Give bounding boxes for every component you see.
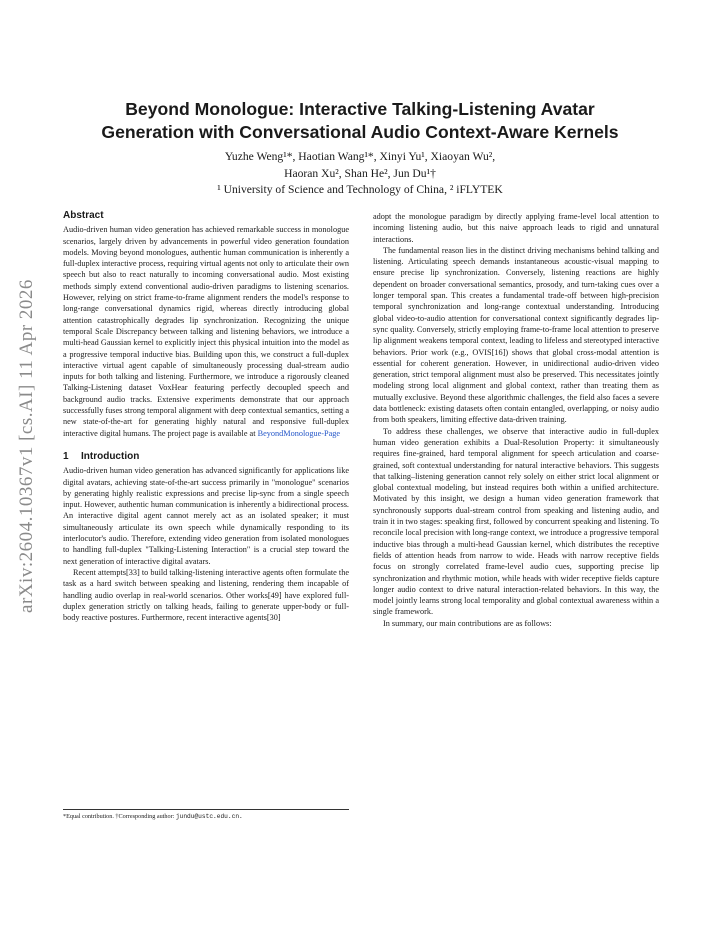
abstract-body: Audio-driven human video generation has achieved remarkable success in monologue scenarios, largely driven by advancements in powerful video generation foundation models. Moving beyond monologues, authentic human communication is inherently a full-duplex interactive process, requiring virtual agents not only to articulate their own speech but also to react naturally to incoming conversational audio. Most existing methods simply extend conventional audio-driven paradigms to listening scenarios. However, relying on strict frame-to-frame alignment renders the model's response to long-range conversational dynamics rigid, whereas directly introducing global attention catastrophically degrades lip synchronization. Recognizing the unique temporal Scale Discrepancy between talking and listening behaviors, we introduce a multi-head Gaussian kernel to explicitly inject this physical intuition into the model as a progressive temporal inductive bias. Building upon this, we construct a full-duplex interactive virtual agent capable of simultaneously processing dual-stream audio inputs for both talking and listening. Furthermore, we introduce a rigorously cleaned Talking-Listening dataset VoxHear featuring perfectly decoupled speech and background audio tracks. Extensive experiments demonstrate that our approach successfully fuses strong temporal alignment with deep contextual semantics, setting a new state-of-the-art for generating highly natural and responsive full-duplex interactive digital humans. The project page is available at bbox=[63, 225, 349, 438]
author-line-2: Haoran Xu², Shan He², Jun Du¹† bbox=[284, 166, 436, 180]
right-column bbox=[373, 211, 659, 629]
intro-paragraph-2: Recent attempts[33] to build talking-listening interactive agents often formulate the task as a hard switch between speaking and listening, rendering them incapable of handling audio overlap in real-world scenarios. Other works[49] have explored full-duplex generation strictly on talking heads, failing to generate upper-body or full-body reactive postures. Furthermore, recent interactive agents[30] bbox=[63, 567, 349, 623]
abstract-text bbox=[63, 224, 349, 439]
abstract-heading: Abstract bbox=[63, 210, 104, 221]
title-line-2: Generation with Conversational Audio Context-Aware Kernels bbox=[101, 122, 619, 142]
footnote bbox=[63, 809, 349, 821]
arxiv-identifier: arXiv:2604.10367v1 [cs.AI] 11 Apr 2026 bbox=[16, 279, 37, 613]
right-paragraph-3: In summary, our main contributions are as follows: bbox=[383, 618, 552, 628]
intro-paragraph-1: Audio-driven human video generation has advanced significantly for applications like digital avatars, achieving state-of-the-art success primarily in "monologue" scenarios by generating highly realistic expressions and precise lip-sync from a single speech input. However, authentic human communication is inherently a bidirectional process. An interactive digital agent cannot merely act as an isolated speaker; it must simultaneously articulate its own speech while dynamically responding to its interlocutor's audio. Therefore, extending video generation from isolated monologues to handling full-duplex "Talking-Listening Interaction" is a crucial step toward the next generation of interactive digital avatars. bbox=[63, 466, 349, 566]
affiliations: ¹ University of Science and Technology of China, ² iFLYTEK bbox=[217, 183, 503, 196]
footnote-text: *Equal contribution. †Corresponding author: bbox=[63, 813, 176, 820]
author-line-1: Yuzhe Weng¹*, Haotian Wang¹*, Xinyi Yu¹, Xiaoyan Wu², bbox=[224, 150, 496, 163]
paper-title bbox=[60, 98, 660, 144]
left-column bbox=[63, 210, 349, 623]
introduction-heading bbox=[63, 451, 349, 462]
section-title: Introduction bbox=[81, 450, 140, 462]
right-paragraph-2: To address these challenges, we observe that interactive audio in full-duplex human video generation exhibits a Dual-Resolution Property: it simultaneously requires fine-grained, hard temporal alignment for speech articulation and coarse-grained, soft contextual understanding for natural interactive behaviors. This suggests that talking–listening generation cannot rely solely on either strict local alignment or global contextual modeling, but instead requires both within a unified architecture. Motivated by this insight, we design a human video generation framework that synchronously supports dual-stream control from speaking and listening audio, and train it in two stages: speaking first, followed by concurrent speaking and listening. To reconcile local precision with long-range context, we introduce a progressive temporal inductive bias through a multi-head Gaussian kernel, which distributes the receptive fields of attention heads from narrow to wide. Heads with narrow receptive fields focus on strongly correlated frame-level audio cues, supporting precise lip synchronization and rhythmic motion, while heads with wider receptive fields capture longer audio context to drive natural interaction-related behaviors. In this way, the model jointly learns strong local temporality and global contextual awareness within a single framework. bbox=[373, 426, 659, 617]
corresponding-email: jundu@ustc.edu.cn. bbox=[175, 813, 243, 820]
right-paragraph-0: adopt the monologue paradigm by directly applying frame-level local attention to incoming listening audio, but this naive approach leads to rigid and unnatural interactions. bbox=[373, 212, 659, 244]
right-paragraph-1: The fundamental reason lies in the distinct driving mechanisms behind talking and listening. Articulating speech demands instantaneous acoustic-visual mapping to ensure precise lip synchronization. Conversely, listening reactions are highly dependent on broader conversational semantics, prosody, and turn-taking cues over a longer temporal span. This creates a fundamental trade-off between high-precision temporal synchronization and long-range contextual understanding. Introducing global video-to-audio attention for conversational context significantly degrades lip-sync quality. Conversely, strictly employing frame-to-frame local attention to preserve lip alignment weakens temporal context, leading to lifeless and stereotyped interactive behaviors. Prior work (e.g., OVIS[16]) shows that global cross-modal attention is essential for coherent generation. However, in unidirectional audio-driven video generation, strict temporal alignment must also be preserved. This necessitates jointly modeling strong local alignment and global context, rather than treating them as mutually exclusive. Beyond these algorithmic challenges, the field also faces a severe data bottleneck: existing datasets often contain entangled, overlapping, or noisy audio from both speakers, limiting effective data-driven training. bbox=[373, 245, 659, 425]
section-number: 1 bbox=[63, 450, 69, 462]
title-line-1: Beyond Monologue: Interactive Talking-Listening Avatar bbox=[125, 99, 595, 119]
author-block bbox=[60, 149, 660, 199]
project-page-link[interactable]: BeyondMonologue-Page bbox=[257, 428, 341, 438]
